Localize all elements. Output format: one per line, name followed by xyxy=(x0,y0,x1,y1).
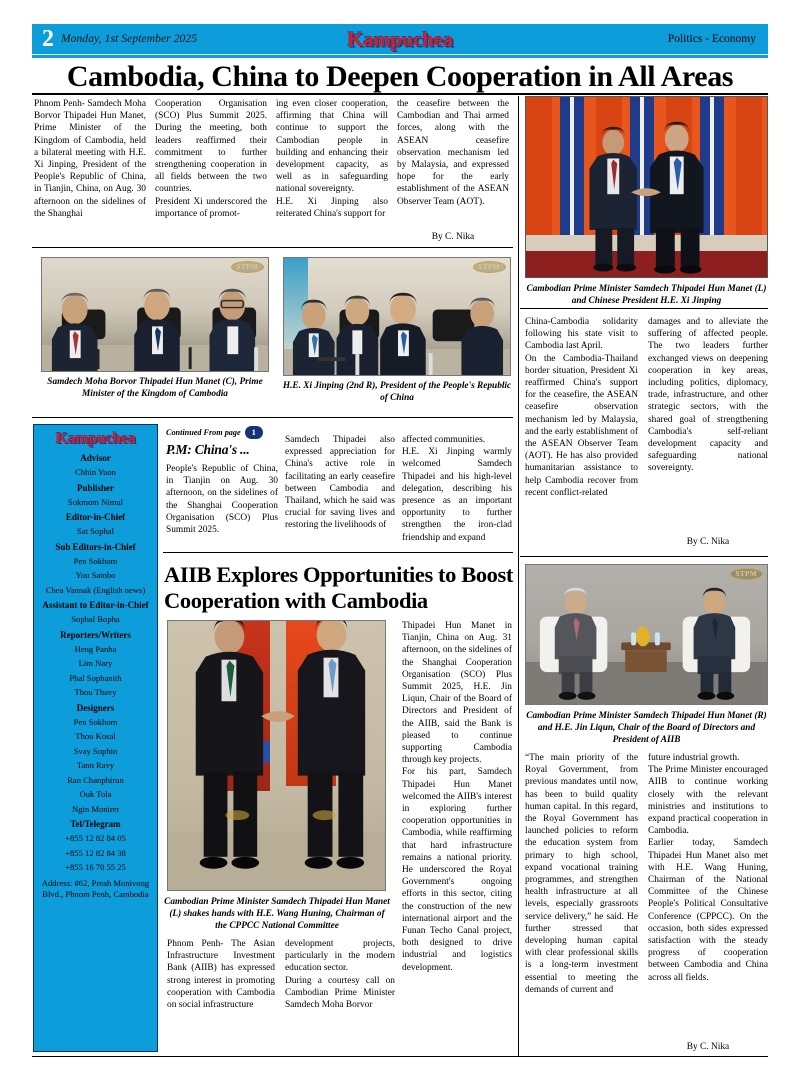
divider-page-bottom xyxy=(32,1056,768,1057)
aiib-column-3 xyxy=(402,620,512,974)
masthead-title: Kampuchea xyxy=(347,26,453,51)
main-article-right-column-2: damages and to alleviate the suffering of affected people. The two leaders further exchanged views on deepening cooperation in key areas, including politics, diplomacy, trade, infrastructure, and other strategic sectors, with the shared goal of strengthening Cambodia's self-reliant development capacity and safeguarding national sovereignty. xyxy=(648,317,768,474)
photo-caption-aiib-left: Cambodian Prime Minister Samdech Thipadei Hun Manet (L) shakes hands with H.E. Wang Huning, Chairman of the CPPCC National Committee xyxy=(164,897,390,931)
sidebar-staff-list xyxy=(38,453,153,873)
sidebar-staff-name: Svay Sophin xyxy=(73,745,118,756)
sidebar-address: Address: #62, Preah Monivong Blvd., Phnom Penh, Cambodia xyxy=(41,877,150,899)
sidebar-staff-name: Sokmom Nimul xyxy=(67,496,124,507)
divider-under-top-caption xyxy=(520,308,768,309)
photo-caption-top: Cambodian Prime Minister Samdech Thipadei Hun Manet (L) and Chinese President H.E. Xi Jinping xyxy=(526,284,767,306)
sidebar-staff-name: Sat Sophal xyxy=(76,526,114,536)
paragraph: development projects, particularly in the modern education sector. xyxy=(285,939,395,974)
photo-figures-delegation xyxy=(42,258,268,372)
sidebar-staff-name: Chea Vannak (English news) xyxy=(45,584,146,595)
main-article-byline: By C. Nika xyxy=(431,232,475,242)
aiib-headline: AIIB Explores Opportunities to Boost Cooperation with Cambodia xyxy=(164,562,513,613)
paragraph: President Xi underscored the importance of promot- xyxy=(155,196,267,219)
sidebar-staff-name: Sophal Bopha xyxy=(71,614,120,624)
sidebar-staff-name: Ngin Moniret xyxy=(71,803,120,814)
publication-date: Monday, 1st September 2025 xyxy=(61,33,198,45)
photo-figures-china xyxy=(284,258,510,376)
divider-above-continued xyxy=(32,417,513,418)
continued-column-2: Samdech Thipadei also expressed appreciation for China's active role in facilitating an early ceasefire between Cambodia and Thailand, which he said was crucial for saving lives and restoring the livelihoods of xyxy=(285,435,395,531)
sidebar-staff-name: Ran Chanphirun xyxy=(67,774,124,785)
photo-figures-seated xyxy=(526,565,767,705)
photo-caption-mid-right: H.E. Xi Jinping (2nd R), President of the People's Republic of China xyxy=(282,381,512,403)
main-headline: Cambodia, China to Deepen Cooperation in All Areas xyxy=(66,60,734,93)
sidebar-staff-name: Phal Sophanith xyxy=(69,672,122,683)
photo-caption-aiib-right: Cambodian Prime Minister Samdech Thipadei Hun Manet (R) and H.E. Jin Liqun, Chair of the Board of Directors and President of AIIB xyxy=(526,711,767,745)
photo-figures xyxy=(526,97,767,278)
continued-column-1: People's Republic of China, in Tianjin on Aug. 30 afternoon, on the sidelines of the Shanghai Cooperation Organisation (SCO) Plus Summit 2025. xyxy=(166,464,278,536)
section-label: Politics - Economy xyxy=(667,33,756,45)
sidebar-staff-name: Thou Thavy xyxy=(74,687,117,697)
paragraph: China-Cambodia solidarity following his state visit to Cambodia last April. xyxy=(525,317,638,352)
photo-caption-mid-left: Samdech Moha Borvor Thipadei Hun Manet (C), Prime Minister of the Kingdom of Cambodia xyxy=(47,377,263,399)
sidebar-role-label: Editor-in-Chief xyxy=(65,512,126,522)
sidebar-staff-name: Heng Panha xyxy=(74,643,117,654)
paragraph: H.E. Xi Jinping also reiterated China's support for xyxy=(276,196,388,219)
sidebar-staff-name: Lim Nary xyxy=(78,658,113,668)
sidebar-role-label: Advisor xyxy=(80,453,111,463)
main-article-column-4: the ceasefire between the Cambodian and Thai armed forces, along with the ASEAN ceasefire observation mechanism led by Malaysia, and expressed hope for the early establishment of the ASEAN Observer Team (AOT). xyxy=(397,99,509,207)
paragraph: On the Cambodia-Thailand border situation, President Xi reaffirmed China's support for the ceasefire, the ASEAN ceasefire observation mechanism led by Malaysia, and the early establishment of the ASEAN Observer Team (AOT). He has also provided humanitarian assistance to help Cambodia recover from recent conflict-related xyxy=(525,353,638,498)
paragraph: future industrial growth. xyxy=(648,753,740,763)
divider-above-aiib xyxy=(163,552,513,553)
sidebar-staff-name: +855 12 82 84 05 xyxy=(65,833,126,843)
aiib-byline: By C. Nika xyxy=(686,1042,730,1052)
sidebar-staff-name: Tann Ravy xyxy=(76,760,115,770)
header-divider xyxy=(32,55,768,58)
sidebar-staff-name: You Sambo xyxy=(75,570,116,580)
sidebar-role-label: Reporters/Writers xyxy=(60,629,131,640)
sidebar-role-label: Tel/Telegram xyxy=(70,819,121,829)
continued-column-3 xyxy=(402,434,512,544)
main-article-column-3 xyxy=(276,98,388,220)
continued-from-header xyxy=(166,426,278,439)
sidebar-staff-name: Pen Sokhom xyxy=(73,555,118,566)
main-article-right-column-1 xyxy=(525,316,638,499)
aiib-column-1: Phnom Penh- The Asian Infrastructure Investment Bank (AIIB) has expressed strong interest in promoting cooperation with Cambodia on social infrastructure xyxy=(167,939,275,1011)
sidebar-staff-name: Thou Kosal xyxy=(75,731,116,741)
aiib-column-2 xyxy=(285,938,395,1011)
masthead-sidebar xyxy=(33,424,158,1052)
photo-watermark-icon-2: STPM xyxy=(473,261,506,273)
divider-under-main-article xyxy=(32,247,513,248)
photo-china-delegation xyxy=(283,257,511,376)
sidebar-role-label: Designers xyxy=(76,702,115,713)
sidebar-role-label: Assistant to Editor-in-Chief xyxy=(42,600,149,610)
main-article-column-2 xyxy=(155,98,267,220)
divider-vertical-right xyxy=(518,96,519,1056)
main-article-right-byline: By C. Nika xyxy=(686,537,730,547)
sidebar-staff-name: Ouk Tola xyxy=(79,789,112,799)
photo-figures-handshake xyxy=(168,621,385,890)
paragraph: H.E. Xi Jinping warmly welcomed Samdech Thipadei and his high-level delegation, describing his presence as an important opportunity to further strengthen the iron-clad friendship and expand xyxy=(402,447,512,543)
paragraph: ing even closer cooperation, affirming that China will continue to support the Cambodian people in building and enhancing their development capacity, as well as in safeguarding national sovereignty. xyxy=(276,99,388,195)
paragraph: For his part, Samdech Thipadei Hun Manet welcomed the AIIB's interest in exploring further cooperation opportunities in Cambodia, while reaffirming that hard infrastructure remains a national priority. He underscored the Royal Government's ongoing efforts in this sector, citing the construction of the new international airport and the Funan Techo Canal project, both designed to drive industrial and logistics development. xyxy=(402,767,512,973)
sidebar-role-label: Sub Editors-in-Chief xyxy=(55,541,136,552)
divider-above-aiib-right xyxy=(520,556,768,557)
sidebar-staff-name: +855 12 82 84 38 xyxy=(65,847,126,858)
aiib-column-5 xyxy=(648,752,768,984)
page-number: 2 xyxy=(42,26,54,52)
photo-watermark-icon-3: STPM xyxy=(730,568,763,580)
photo-watermark-icon: STPM xyxy=(231,261,264,273)
photo-manet-jin-liqun xyxy=(525,564,768,705)
sidebar-role-label: Publisher xyxy=(76,482,114,493)
paragraph: Cooperation Organisation (SCO) Plus Summit 2025. During the meeting, both leaders reaffirmed their commitment to further strengthening cooperation in all fields between the two countries. xyxy=(155,99,267,195)
sidebar-staff-name: +855 16 70 55 25 xyxy=(65,862,126,872)
continued-article-title: P.M: China's ... xyxy=(166,442,250,457)
paragraph: The Prime Minister encouraged AIIB to continue working closely with the relevant ministries and institutions to expand practical cooperation in Cambodia. xyxy=(648,765,768,837)
photo-cambodia-delegation xyxy=(41,257,269,372)
page-header-bar xyxy=(32,24,768,54)
photo-handshake-xi-manet xyxy=(525,96,768,278)
aiib-column-4: “The main priority of the Royal Government, from previous mandates until now, has been to build quality human capital. In this regard, the Royal Government has launched policies to reform the education system from primary to high school, expand vocational training programmes, and strengthen health infrastructure at all levels, especially grassroots service delivery,” he said. He further stressed that developing human capital with clear professional skills is a long-term investment essential to meeting the demands of current and xyxy=(525,753,638,995)
main-article-column-1: Phnom Penh- Samdech Moha Borvor Thipadei Hun Manet, Prime Minister of the Kingdom of Cambodia, held a bilateral meeting with H.E. Xi Jinping, President of the People's Republic of China, in Tianjin, China, on Aug. 30 afternoon on the sidelines of the Shanghai xyxy=(34,99,146,219)
photo-manet-wang-huning xyxy=(167,620,386,891)
paragraph: Thipadei Hun Manet in Tianjin, China on Aug. 31 afternoon, on the sidelines of the Shanghai Cooperation Organisation (SCO) Plus Summit 2025, H.E. Jin Liqun, Chair of the Board of Directors and President of the AIIB, said the Bank is pleased to continue supporting Cambodia through key projects. xyxy=(402,621,512,766)
sidebar-staff-name: Chhin Yuon xyxy=(75,467,116,477)
paragraph: Earlier today, Samdech Thipadei Hun Manet also met with H.E. Wang Huning, Chairman of the National Committee of the Chinese People's Political Consultative Conference (CPPCC). On the occasion, both sides expressed satisfaction with the steady progress of cooperation between Cambodia and China across all fields. xyxy=(648,838,768,983)
continued-page-badge[interactable]: 1 xyxy=(245,426,263,439)
paragraph: During a courtesy call on Cambodian Prime Minister Samdech Moha Borvor xyxy=(285,975,395,1011)
sidebar-logo: Kampuchea xyxy=(55,430,136,447)
sidebar-staff-name: Pen Sokhom xyxy=(73,716,118,727)
continued-from-label: Continued From page xyxy=(166,428,241,437)
headline-divider xyxy=(32,93,768,95)
paragraph: affected communities. xyxy=(402,435,486,445)
